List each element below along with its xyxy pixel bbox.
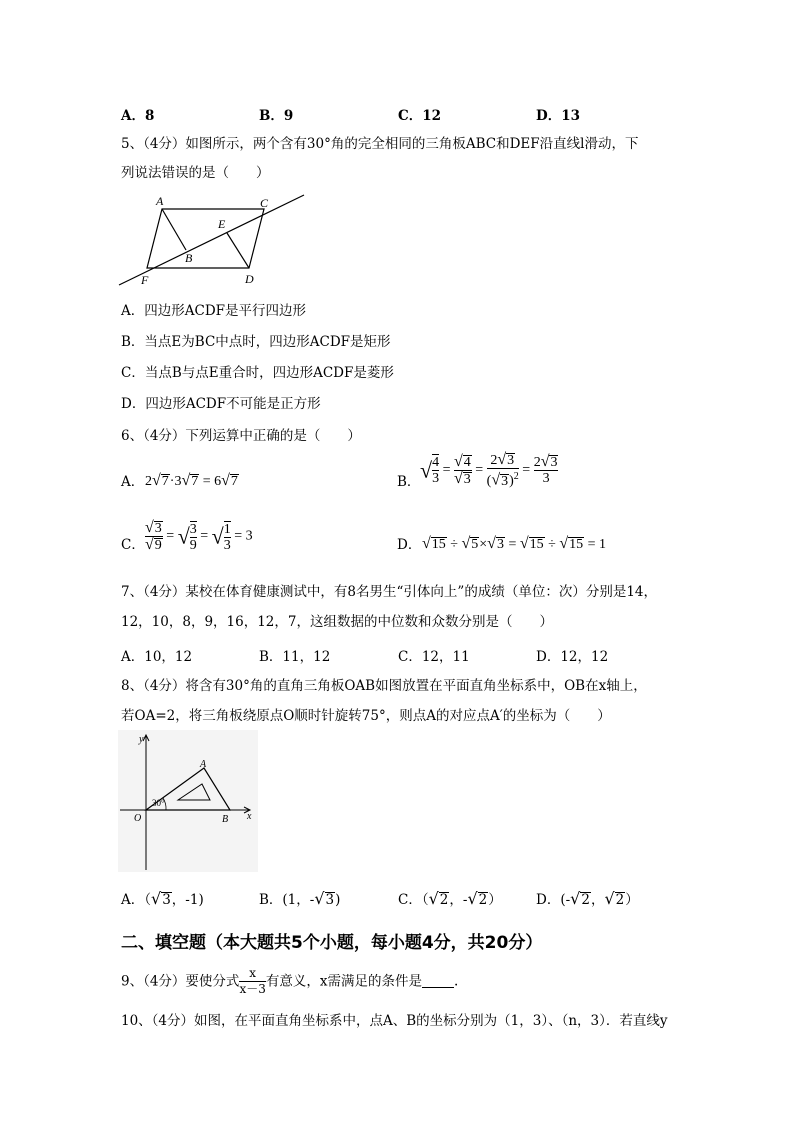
q8-option-c: C．（√2，-√2）: [398, 889, 502, 908]
q7-option-d: D．12，12: [536, 649, 609, 665]
q5-label-e: E: [218, 217, 226, 231]
q5-option-a: A．四边形ACDF是平行四边形: [121, 303, 307, 319]
q7-stem-line2: 12，10，8，9，16，12，7，这组数据的中位数和众数分别是（ ）: [121, 614, 553, 630]
q8-option-d: D．(-√2，√2）: [536, 889, 639, 908]
q7-option-a: A．10，12: [121, 649, 193, 665]
q8-figure: [118, 730, 258, 872]
q4-option-b: B．9: [259, 108, 294, 124]
q8-label-y: y: [139, 734, 144, 745]
q9-answer-blank[interactable]: [422, 975, 454, 988]
q4-option-a: A．8: [121, 108, 155, 124]
q7-option-b: B．11，12: [259, 649, 331, 665]
q5-stem-line2: 列说法错误的是（ ）: [121, 165, 270, 181]
q7-option-c: C．12，11: [398, 649, 470, 665]
q6-stem: 6、（4分）下列运算中正确的是（ ）: [121, 428, 361, 444]
q5-label-f: F: [141, 273, 149, 287]
q10-stem-line1: 10、（4分）如图，在平面直角坐标系中，点A、B的坐标分别为（1，3）、（n，3）．若直线y: [121, 1013, 668, 1029]
q8-stem-line1: 8、（4分）将含有30°角的直角三角板OAB如图放置在平面直角坐标系中，OB在x轴上，: [121, 678, 647, 694]
q4-option-d: D．13: [536, 108, 580, 124]
q6-option-b-expr: √ $\frac{4}{3}$ = $\frac{√4}{√3}$ = $\frac{2√3}{(√3)^2}$ = $\frac{2√3}{3}$: [420, 451, 558, 489]
q8-label-x: x: [247, 811, 252, 822]
q5-label-b: B: [185, 251, 193, 265]
q5-option-c: C．当点B与点E重合时，四边形ACDF是菱形: [121, 365, 394, 381]
q6-option-c-expr: $\frac{√3}{√9}$ = √ $\frac{3}{9}$ = √ $\frac{1}{3}$ = 3: [145, 519, 253, 553]
q7-stem-line1: 7、（4分）某校在体育健康测试中，有8名男生“引体向上”的成绩（单位：次）分别是14，: [121, 584, 657, 600]
q8-label-a: A: [200, 759, 207, 770]
section-heading-fill-in: 二、填空题（本大题共5个小题，每小题4分，共20分）: [121, 933, 543, 953]
q8-stem-line2: 若OA=2，将三角板绕原点O顺时针旋转75°，则点A的对应点A′的坐标为（ ）: [121, 708, 611, 724]
q5-figure: [114, 190, 314, 290]
q8-option-a: A．（√3，-1): [121, 889, 204, 908]
q5-label-a: A: [156, 194, 164, 208]
q8-label-angle: 30°: [152, 798, 165, 808]
q5-option-d: D．四边形ACDF不可能是正方形: [121, 396, 321, 412]
q4-option-c: C．12: [398, 108, 442, 124]
q6-option-d-expr: √15 ÷ √5×√3 = √15 ÷ √15 = 1: [422, 535, 606, 552]
q8-label-o: O: [134, 813, 142, 824]
q6-option-a-expr: 2√7·3√7 = 6√7: [145, 472, 238, 489]
q6-option-d-label: D．: [397, 537, 422, 553]
q5-label-c: C: [260, 196, 269, 210]
q6-option-c-label: C．: [121, 537, 145, 553]
q5-stem-line1: 5、（4分）如图所示，两个含有30°角的完全相同的三角板ABC和DEF沿直线l滑动，下: [121, 136, 639, 152]
q8-label-b: B: [222, 814, 229, 825]
q8-option-b: B．(1，-√3): [259, 889, 341, 908]
q6-option-b-label: B．: [397, 474, 421, 490]
q5-label-d: D: [245, 272, 254, 286]
q6-option-a-label: A．: [121, 474, 145, 490]
q9-stem: 9、（4分）要使分式 $\frac{x}{x-3}$ 有意义，x需满足的条件是 .: [121, 966, 459, 996]
q5-option-b: B．当点E为BC中点时，四边形ACDF是矩形: [121, 334, 391, 350]
